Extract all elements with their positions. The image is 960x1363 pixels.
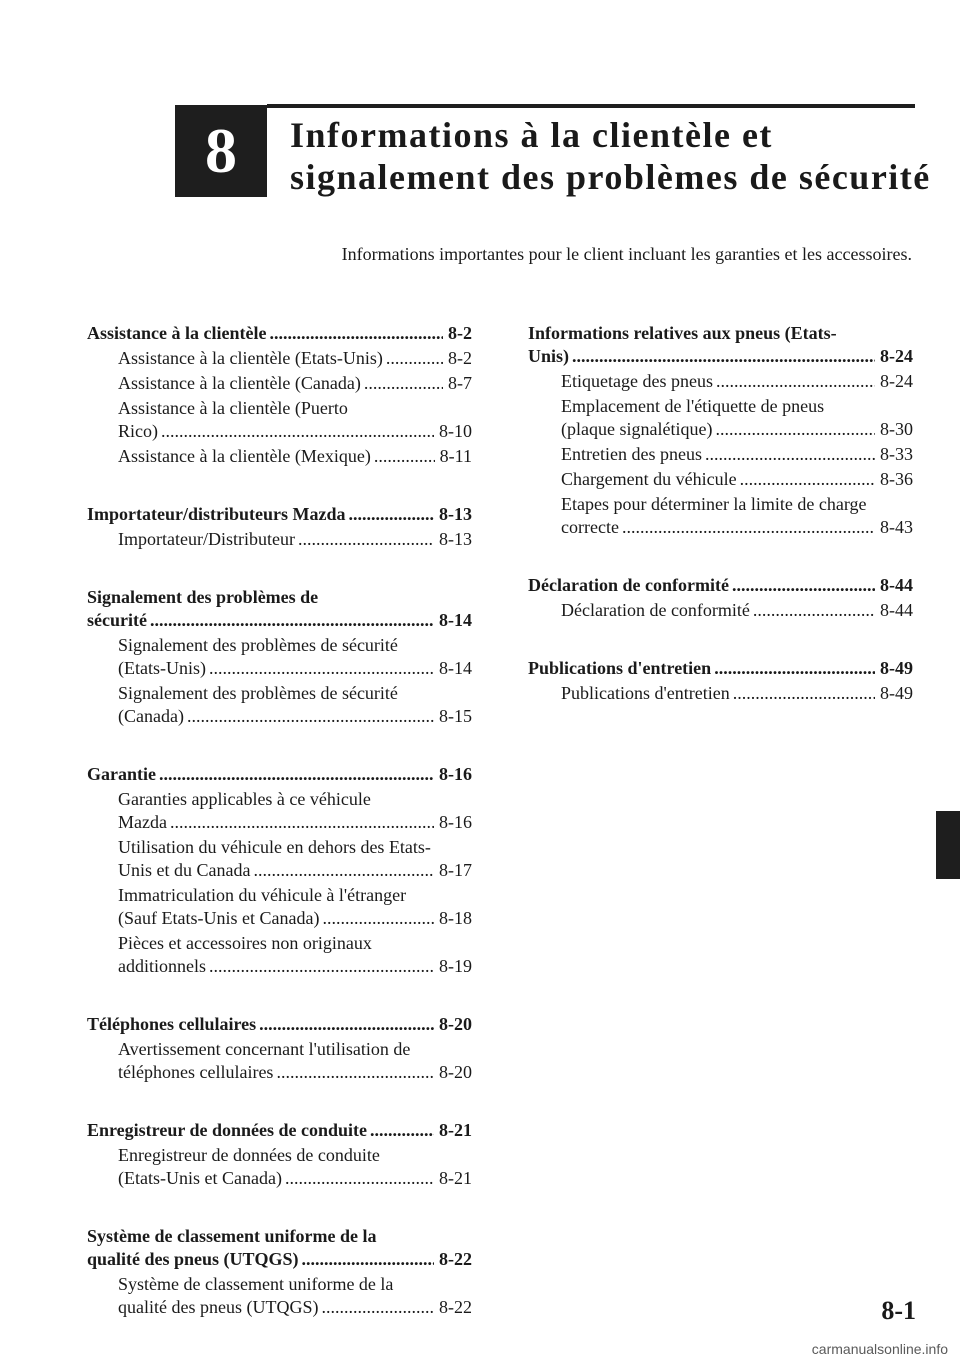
toc-section-title[interactable] [528,574,913,597]
toc-entry-page: 8-14 [439,658,472,678]
dot-leader [740,468,875,491]
section-title-line [87,1119,472,1142]
toc-section [87,1013,472,1084]
dot-leader [732,574,875,597]
section-title-text: Téléphones cellulaires [87,1014,257,1034]
dot-leader [259,1013,434,1036]
toc-entry-line [118,884,472,907]
toc-entry-line [118,397,472,420]
section-title-line [87,1225,472,1248]
toc-section [87,763,472,978]
toc-entry-page: 8-19 [439,956,472,976]
toc-entry-line [561,370,913,393]
toc-section [87,586,472,728]
toc-entry-text: Assistance à la clientèle (Mexique) [118,446,371,466]
dot-leader [386,347,443,370]
toc-entry-line [118,705,472,728]
toc-entry-text: Déclaration de conformité [561,600,750,620]
dot-leader [716,370,875,393]
toc-section [87,503,472,551]
toc-entry-text: Mazda [118,812,167,832]
toc-entry[interactable] [561,443,913,466]
toc-entry-text: Enregistreur de données de conduite [118,1145,380,1165]
toc-entry-text: Publications d'entretien [561,683,730,703]
chapter-tab-marker [936,811,960,879]
toc-entry-page: 8-18 [439,908,472,928]
dot-leader [705,443,875,466]
dot-leader [364,372,443,395]
section-title-text: Importateur/distributeurs Mazda [87,504,346,524]
toc-entry[interactable] [118,1038,472,1084]
dot-leader [209,657,434,680]
section-title-page: 8-14 [439,610,472,630]
toc-entry[interactable] [118,836,472,882]
toc-entry-line [118,932,472,955]
toc-entry-page: 8-15 [439,706,472,726]
toc-entry-text: correcte [561,517,619,537]
toc-entry-page: 8-44 [880,600,913,620]
toc-entry-text: (Canada) [118,706,184,726]
toc-entry-text: qualité des pneus (UTQGS) [118,1297,319,1317]
section-title-line [87,586,472,609]
toc-entry-page: 8-21 [439,1168,472,1188]
toc-entry[interactable] [118,445,472,468]
dot-leader [150,609,434,632]
toc-entry-page: 8-11 [439,446,472,466]
section-title-line [528,322,913,345]
section-title-page: 8-20 [439,1014,472,1034]
toc-entry-line [561,395,913,418]
toc-entry-text: Emplacement de l'étiquette de pneus [561,396,825,416]
toc-entry-page: 8-2 [448,348,472,368]
toc-entry[interactable] [118,372,472,395]
toc-left-column [87,322,472,1354]
toc-section [87,1119,472,1190]
toc-entry[interactable] [118,788,472,834]
toc-entry-page: 8-49 [880,683,913,703]
toc-entry[interactable] [561,493,913,539]
toc-entry[interactable] [118,682,472,728]
toc-section [87,1225,472,1319]
page-number: 8-1 [881,1296,916,1325]
toc-entry-page: 8-10 [439,421,472,441]
toc-entry-text: Assistance à la clientèle (Canada) [118,373,361,393]
section-title-line [87,1248,472,1271]
dot-leader [714,657,875,680]
dot-leader [572,345,875,368]
dot-leader [285,1167,434,1190]
section-title-text: Garantie [87,764,156,784]
toc-section [528,322,913,539]
toc-entry[interactable] [118,528,472,551]
toc-entry-text: (Etats-Unis et Canada) [118,1168,282,1188]
dot-leader [209,955,434,978]
toc-entry[interactable] [561,599,913,622]
toc-entry-line [561,468,913,491]
toc-entry[interactable] [118,1144,472,1190]
section-title-page: 8-49 [880,658,913,678]
toc-entry-line [118,682,472,705]
toc-entry-line [118,347,472,370]
toc-entry-text: Signalement des problèmes de sécurité [118,683,398,703]
toc-entry-text: Importateur/Distributeur [118,529,295,549]
chapter-number-box [175,105,267,197]
section-title-text: Système de classement uniforme de la [87,1226,377,1246]
section-title-line [528,574,913,597]
dot-leader [622,516,875,539]
toc-entry-text: Chargement du véhicule [561,469,737,489]
toc-entry-page: 8-16 [439,812,472,832]
toc-entry-line [118,836,472,859]
toc-entry-page: 8-22 [439,1297,472,1317]
toc-entry-text: Pièces et accessoires non originaux [118,933,372,953]
section-title-text: Enregistreur de données de conduite [87,1120,368,1140]
section-title-page: 8-24 [880,346,913,366]
toc-entry-text: téléphones cellulaires [118,1062,274,1082]
section-title-page: 8-44 [880,575,913,595]
toc-entry-line [118,788,472,811]
toc-section [528,657,913,705]
section-title-line [87,503,472,526]
section-title-line [528,345,913,368]
toc-entry-text: Unis et du Canada [118,860,251,880]
toc-entry-line [118,528,472,551]
toc-entry-page: 8-36 [880,469,913,489]
section-title-line [87,609,472,632]
section-title-line [528,657,913,680]
dot-leader [733,682,875,705]
toc-section-title[interactable] [87,503,472,526]
section-title-text: sécurité [87,610,147,630]
toc-entry-line [118,1273,472,1296]
toc-entry-page: 8-7 [448,373,472,393]
section-title-page: 8-2 [448,323,472,343]
toc-section-title[interactable] [87,1013,472,1036]
toc-entry-text: Etapes pour déterminer la limite de charge [561,494,867,514]
toc-entry-line [118,811,472,834]
toc-entry[interactable] [118,1273,472,1319]
toc-section-title[interactable] [87,1225,472,1271]
toc-entry-page: 8-33 [880,444,913,464]
chapter-title-line-1: Informations à la clientèle et [290,115,773,155]
dot-leader [322,907,434,930]
toc-section-title[interactable] [87,763,472,786]
chapter-title-line-2: signalement des problèmes de sécurité [290,157,931,197]
toc-entry-line [118,1038,472,1061]
toc-entry[interactable] [118,347,472,370]
dot-leader [253,859,434,882]
toc-entry-line [118,1061,472,1084]
section-title-text: Unis) [528,346,570,366]
dot-leader [715,418,875,441]
toc-entry-page: 8-24 [880,371,913,391]
toc-entry-line [118,1144,472,1167]
title-rule [267,104,915,108]
section-title-line [87,763,472,786]
toc-entry[interactable] [561,370,913,393]
dot-leader [374,445,435,468]
dot-leader [269,322,443,345]
toc-entry-line [561,682,913,705]
section-title-text: Informations relatives aux pneus (Etats- [528,323,837,343]
toc-entry-page: 8-20 [439,1062,472,1082]
toc-entry-text: Etiquetage des pneus [561,371,713,391]
toc-entry-line [561,418,913,441]
toc-entry[interactable] [118,634,472,680]
toc-entry-line [118,657,472,680]
toc-entry-line [118,859,472,882]
toc-section [87,322,472,468]
toc-entry-line [118,907,472,930]
toc-entry-text: Avertissement concernant l'utilisation de [118,1039,411,1059]
toc-entry-page: 8-17 [439,860,472,880]
toc-entry-line [118,445,472,468]
toc-entry-text: Rico) [118,421,158,441]
section-title-page: 8-22 [439,1249,472,1269]
section-title-page: 8-21 [439,1120,472,1140]
dot-leader [753,599,875,622]
toc-entry-line [561,516,913,539]
toc-entry[interactable] [561,682,913,705]
toc-entry[interactable] [118,397,472,443]
toc-entry-line [118,420,472,443]
toc-section-title[interactable] [87,322,472,345]
toc-section-title[interactable] [528,657,913,680]
dot-leader [302,1248,434,1271]
toc-entry-text: Utilisation du véhicule en dehors des Etats- [118,837,431,857]
toc-entry[interactable] [118,932,472,978]
dot-leader [187,705,434,728]
chapter-number: 8 [205,115,237,186]
toc-entry-line [118,955,472,978]
dot-leader [161,420,434,443]
section-title-page: 8-16 [439,764,472,784]
toc-entry[interactable] [561,468,913,491]
toc-entry-line [118,1167,472,1190]
toc-entry-text: Signalement des problèmes de sécurité [118,635,398,655]
toc-entry-text: (Etats-Unis) [118,658,206,678]
dot-leader [170,811,434,834]
dot-leader [298,528,434,551]
section-title-line [87,1013,472,1036]
section-title-text: qualité des pneus (UTQGS) [87,1249,299,1269]
toc-entry-page: 8-43 [880,517,913,537]
section-title-line [87,322,472,345]
toc-section-title[interactable] [87,1119,472,1142]
chapter-title [290,114,930,198]
toc-entry-line [561,443,913,466]
toc-entry-line [118,634,472,657]
toc-entry-text: (Sauf Etats-Unis et Canada) [118,908,320,928]
dot-leader [276,1061,434,1084]
toc-entry-text: (plaque signalétique) [561,419,713,439]
toc-entry-line [561,599,913,622]
toc-entry-line [118,372,472,395]
toc-entry-page: 8-13 [439,529,472,549]
dot-leader [159,763,434,786]
chapter-subtitle: Informations importantes pour le client incluant les garanties et les accessoires. [341,244,912,264]
section-title-page: 8-13 [439,504,472,524]
toc-section [528,574,913,622]
toc-section-title[interactable] [528,322,913,368]
toc-entry-text: Assistance à la clientèle (Puerto [118,398,348,418]
section-title-text: Publications d'entretien [528,658,712,678]
toc-entry-line [118,1296,472,1319]
toc-entry[interactable] [118,884,472,930]
dot-leader [321,1296,434,1319]
section-title-text: Signalement des problèmes de [87,587,319,607]
dot-leader [348,503,434,526]
toc-entry-text: Assistance à la clientèle (Etats-Unis) [118,348,383,368]
toc-entry-text: Immatriculation du véhicule à l'étranger [118,885,407,905]
watermark: carmanualsonline.info [811,1341,948,1357]
toc-right-column [528,322,913,740]
toc-entry-text: Entretien des pneus [561,444,702,464]
toc-entry-line [561,493,913,516]
toc-entry-text: Système de classement uniforme de la [118,1274,394,1294]
toc-entry-text: additionnels [118,956,206,976]
toc-entry[interactable] [561,395,913,441]
toc-entry-page: 8-30 [880,419,913,439]
dot-leader [370,1119,434,1142]
toc-section-title[interactable] [87,586,472,632]
toc-entry-text: Garanties applicables à ce véhicule [118,789,371,809]
section-title-text: Déclaration de conformité [528,575,729,595]
section-title-text: Assistance à la clientèle [87,323,267,343]
